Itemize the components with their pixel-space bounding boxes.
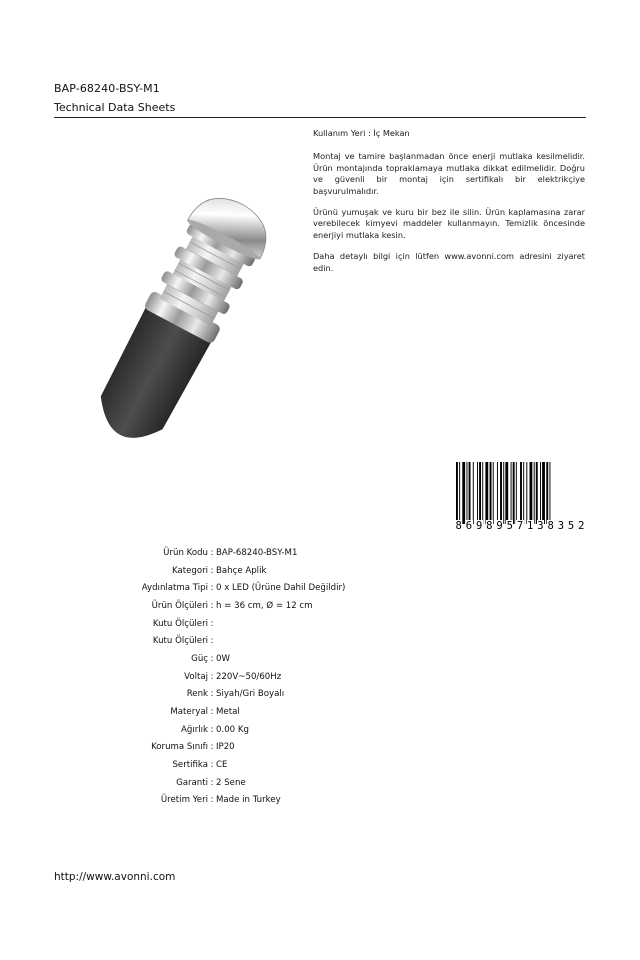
- product-image: [66, 175, 296, 465]
- header-divider: [54, 117, 586, 118]
- spec-label: Üretim Yeri: [160, 795, 208, 806]
- barcode-digit: 2: [578, 520, 585, 532]
- spec-value: Siyah/Gri Boyalı: [216, 689, 285, 700]
- barcode-digit: 1: [527, 520, 534, 532]
- spec-label: Güç: [191, 653, 208, 664]
- barcode-digit: 5: [506, 520, 513, 532]
- spec-separator: :: [210, 600, 214, 611]
- spec-label: Ağırlık: [180, 724, 208, 735]
- spec-row: [100, 579, 476, 597]
- spec-separator: :: [210, 707, 214, 718]
- spec-value: Metal: [216, 707, 240, 718]
- barcode-bar: [497, 462, 498, 524]
- barcode-bar: [542, 462, 545, 524]
- product-code-title: BAP-68240-BSY-M1: [54, 82, 160, 95]
- barcode-digit: 6: [465, 520, 473, 532]
- spec-row: [100, 668, 476, 686]
- spec-label: Aydınlatma Tipi: [141, 583, 208, 594]
- barcode-bar: [459, 462, 460, 524]
- spec-value: 0 x LED (Ürüne Dahil Değildir): [216, 583, 346, 594]
- barcode-bar: [479, 462, 481, 524]
- spec-separator: :: [210, 583, 214, 594]
- spec-label: Renk: [186, 689, 208, 700]
- barcode-bar: [485, 462, 488, 524]
- spec-label: Koruma Sınıfı: [151, 742, 208, 753]
- spec-row: [100, 686, 476, 704]
- spec-value: h = 36 cm, Ø = 12 cm: [216, 600, 313, 611]
- barcode-number: [455, 520, 585, 532]
- barcode-bar: [520, 462, 522, 524]
- barcode-digit: 3: [537, 520, 544, 532]
- barcode-bar: [456, 462, 458, 524]
- barcode-digit: 8: [455, 520, 462, 532]
- barcode-bar: [513, 462, 515, 524]
- barcode-digit: 3: [557, 520, 565, 532]
- spec-row: [100, 597, 476, 615]
- spec-value: 0.00 Kg: [216, 724, 249, 735]
- barcode-digit: 9: [496, 520, 503, 532]
- spec-label: Kategori: [171, 565, 208, 576]
- spec-separator: :: [210, 636, 214, 647]
- spec-label: Voltaj: [184, 671, 208, 682]
- barcode-bar: [473, 462, 474, 524]
- barcode-digit: 5: [567, 520, 575, 532]
- spec-label: Sertifika: [172, 760, 208, 771]
- spec-label: Materyal: [170, 707, 208, 718]
- spec-label: Kutu Ölçüleri: [152, 636, 208, 647]
- footer-website-link[interactable]: http://www.avonni.com: [54, 871, 176, 883]
- spec-label: Garanti: [176, 777, 208, 788]
- barcode-bar: [477, 462, 478, 524]
- barcode-bar: [536, 462, 538, 524]
- barcode-bar: [505, 462, 508, 524]
- barcode-bar: [516, 462, 517, 524]
- barcode-bar: [534, 462, 535, 524]
- spec-separator: :: [210, 618, 214, 629]
- spec-value: Bahçe Aplik: [216, 565, 267, 576]
- usage-paragraph-info: Daha detaylı bilgi için lütfen www.avonni.com adresini ziyaret edin.: [313, 251, 585, 273]
- spec-row: [100, 739, 476, 757]
- spec-separator: :: [210, 777, 214, 788]
- barcode-bar: [503, 462, 504, 524]
- barcode-bar: [462, 462, 465, 524]
- spec-value: 0W: [216, 653, 230, 664]
- usage-instructions: [313, 128, 585, 284]
- spec-row: [100, 792, 476, 810]
- spec-label: Ürün Kodu: [163, 547, 208, 558]
- spec-separator: :: [210, 742, 214, 753]
- spec-value: 220V~50/60Hz: [216, 671, 282, 682]
- barcode-digit: 9: [475, 520, 483, 532]
- spec-value: IP20: [216, 742, 235, 753]
- usage-location: Kullanım Yeri : İç Mekan: [313, 128, 410, 138]
- barcode-bar: [546, 462, 548, 524]
- spec-separator: :: [210, 653, 214, 664]
- barcode-bar: [469, 462, 471, 524]
- barcode-bar: [467, 462, 468, 524]
- barcode-bar: [530, 462, 533, 524]
- spec-row: [100, 774, 476, 792]
- spec-row: [100, 703, 476, 721]
- spec-label: Ürün Ölçüleri: [151, 600, 208, 611]
- specifications-table: [100, 544, 476, 809]
- spec-row: [100, 544, 476, 562]
- barcode-bar: [493, 462, 494, 524]
- usage-paragraph-cleaning: Ürünü yumuşak ve kuru bir bez ile silin. Ürün kaplamasına zarar verebilecek kimyevi maddeler kullanmayın. Temizlik öncesinde enerjiyi mutlaka kesin.: [313, 207, 585, 240]
- barcode-bar: [511, 462, 512, 524]
- spec-row: [100, 615, 476, 633]
- spec-row: [100, 721, 476, 739]
- barcode-bar: [523, 462, 524, 524]
- barcode-bar: [540, 462, 541, 524]
- spec-value: 2 Sene: [216, 777, 246, 788]
- spec-separator: :: [210, 760, 214, 771]
- spec-value: BAP-68240-BSY-M1: [216, 547, 298, 558]
- barcode-digit: 8: [547, 520, 554, 532]
- barcode-digit: 8: [486, 520, 493, 532]
- spec-separator: :: [210, 724, 214, 735]
- barcode-bar: [490, 462, 492, 524]
- barcode-bar: [482, 462, 483, 524]
- spec-separator: :: [210, 671, 214, 682]
- document-header: [54, 82, 586, 118]
- spec-row: [100, 650, 476, 668]
- barcode-digit: 7: [516, 520, 524, 532]
- spec-separator: :: [210, 565, 214, 576]
- spec-row: [100, 756, 476, 774]
- spec-label: Kutu Ölçüleri: [152, 618, 208, 629]
- document-subtitle: Technical Data Sheets: [54, 101, 176, 114]
- spec-separator: :: [210, 689, 214, 700]
- barcode-bar: [526, 462, 527, 524]
- spec-row: [100, 562, 476, 580]
- usage-paragraph-safety: Montaj ve tamire başlanmadan önce enerji mutlaka kesilmelidir. Ürün montajında topraklamaya mutlaka dikkat edilmelidir. Doğru ve güvenli bir montaj için sertifikalı bir elektrikçiye başvurulmalıdır.: [313, 151, 585, 196]
- barcode-bar: [500, 462, 502, 524]
- spec-separator: :: [210, 795, 214, 806]
- spec-value: CE: [216, 760, 228, 771]
- spec-value: Made in Turkey: [216, 795, 281, 806]
- spec-row: [100, 632, 476, 650]
- spec-separator: :: [210, 547, 214, 558]
- barcode-bar: [549, 462, 550, 524]
